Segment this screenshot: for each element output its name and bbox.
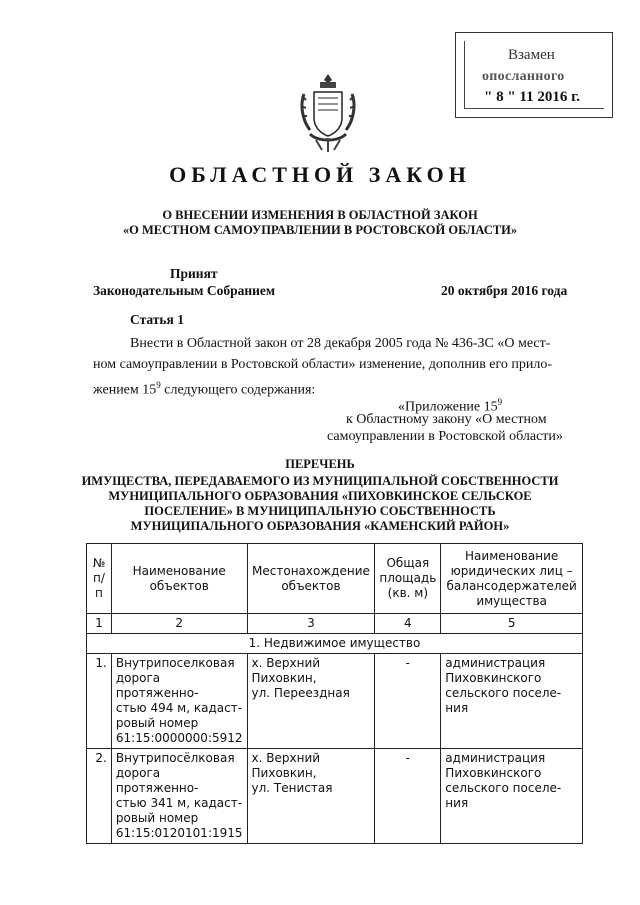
table-row (87, 749, 583, 844)
body-line-1: Внести в Областной закон от 28 декабря 2005 года № 436-ЗС «О мест- (130, 336, 551, 351)
property-table (86, 543, 583, 844)
body-line-3-pre: жением 15 (93, 382, 157, 398)
subtitle-line-2: «О МЕСТНОМ САМОУПРАВЛЕНИИ В РОСТОВСКОЙ ОБЛАСТИ» (122, 223, 518, 237)
replacement-stamp (455, 32, 613, 118)
list-heading-3: ПОСЕЛЕНИЕ» В МУНИЦИПАЛЬНУЮ СОБСТВЕННОСТЬ (144, 504, 496, 518)
subtitle-line-1: О ВНЕСЕНИИ ИЗМЕНЕНИЯ В ОБЛАСТНОЙ ЗАКОН (162, 208, 478, 222)
appendix-pre: «Приложение 15 (398, 399, 498, 415)
row-holder: администрация Пиховкинского сельского поселе- ния (441, 749, 583, 844)
body-line-2: ном самоуправлении в Ростовской области» изменение, дополнив его прило- (93, 357, 553, 372)
article-heading: Статья 1 (130, 312, 184, 327)
header-holder: Наименование юридических лиц – балансодержателей имущества (441, 544, 583, 614)
coat-of-arms-icon (296, 70, 360, 156)
col-number-4: 4 (375, 614, 441, 634)
stamp-line-1: Взамен (508, 47, 555, 63)
row-number: 1. (87, 654, 112, 749)
column-numbers-row (87, 614, 583, 634)
appendix-line-3: самоуправлении в Ростовской области» (327, 429, 563, 444)
header-number: № п/п (87, 544, 112, 614)
col-number-1: 1 (87, 614, 112, 634)
table-row (87, 654, 583, 749)
col-number-5: 5 (441, 614, 583, 634)
row-location: х. Верхний Пиховкин, ул. Тенистая (247, 749, 375, 844)
section-title: 1. Недвижимое имущество (87, 634, 583, 654)
header-location: Местонахождение объектов (247, 544, 375, 614)
body-line-3-sup: 9 (156, 380, 161, 390)
document-title: ОБЛАСТНОЙ ЗАКОН (169, 162, 471, 187)
adopted-date: 20 октября 2016 года (441, 283, 568, 298)
body-line-3-post: следующего содержания: (160, 382, 316, 398)
list-heading-2: МУНИЦИПАЛЬНОГО ОБРАЗОВАНИЯ «ПИХОВКИНСКОЕ СЕЛЬСКОЕ (108, 489, 532, 503)
row-area: - (375, 749, 441, 844)
section-row (87, 634, 583, 654)
appendix-line-2: к Областному закону «О местном (346, 412, 547, 427)
row-location: х. Верхний Пиховкин, ул. Переездная (247, 654, 375, 749)
adopted-by: Законодательным Собранием (93, 283, 276, 298)
col-number-3: 3 (247, 614, 375, 634)
body-line-3 (93, 375, 315, 401)
header-name: Наименование объектов (111, 544, 247, 614)
appendix-sup: 9 (497, 397, 503, 407)
col-number-2: 2 (111, 614, 247, 634)
list-title: ПЕРЕЧЕНЬ (285, 457, 355, 471)
row-number: 2. (87, 749, 112, 844)
adopted-label: Принят (170, 266, 218, 281)
list-heading-4: МУНИЦИПАЛЬНОГО ОБРАЗОВАНИЯ «КАМЕНСКИЙ РАЙОН» (130, 519, 510, 533)
stamp-line-3: " 8 " 11 2016 г. (484, 89, 580, 105)
header-area: Общая площадь (кв. м) (375, 544, 441, 614)
row-holder: администрация Пиховкинского сельского поселе- ния (441, 654, 583, 749)
table-header-row (87, 544, 583, 614)
row-name: Внутрипоселковая дорога протяженно- стью 494 м, кадаст- ровый номер 61:15:0000000:5912 (111, 654, 247, 749)
stamp-line-2: опосланного (482, 69, 565, 84)
row-area: - (375, 654, 441, 749)
list-heading-1: ИМУЩЕСТВА, ПЕРЕДАВАЕМОГО ИЗ МУНИЦИПАЛЬНОЙ СОБСТВЕННОСТИ (81, 474, 559, 488)
row-name: Внутрипосёлковая дорога протяженно- стью 341 м, кадаст- ровый номер 61:15:0120101:1915 (111, 749, 247, 844)
